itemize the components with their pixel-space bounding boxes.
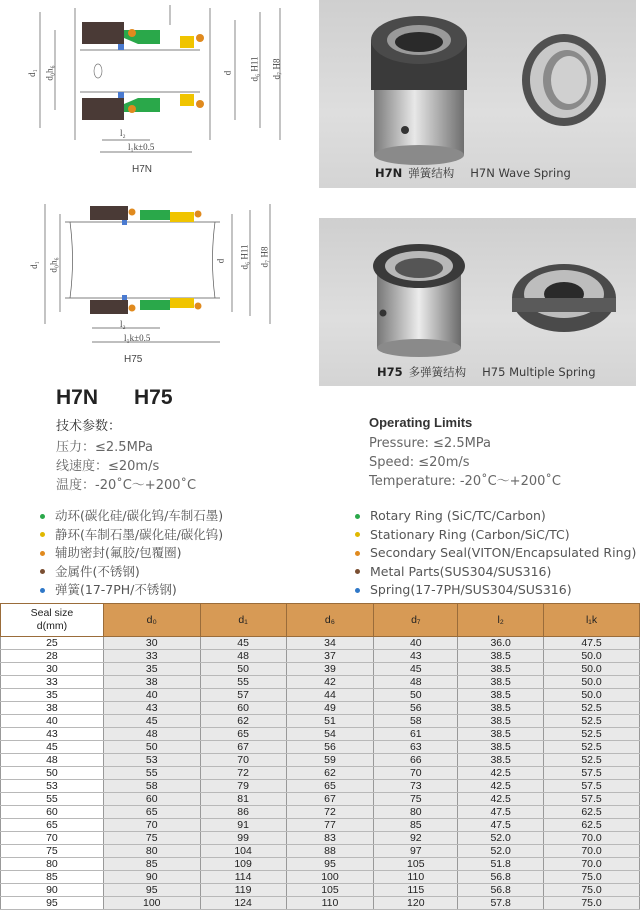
seal-size-cell: 48	[1, 754, 104, 767]
table-cell: 56.8	[458, 871, 544, 884]
table-cell: 79	[200, 780, 286, 793]
h75-label-d6: d₆ H11	[239, 244, 250, 270]
limits-cn-pressure: 压力：≤2.5MPa	[56, 440, 154, 455]
table-row	[1, 741, 640, 754]
limits-en-temperature: Temperature: -20˚C～+200˚C	[369, 474, 561, 489]
h7n-photo	[319, 0, 636, 188]
material-en-item	[355, 526, 636, 545]
table-cell: 48	[200, 650, 286, 663]
seal-size-cell: 70	[1, 832, 104, 845]
table-row	[1, 858, 640, 871]
table-cell: 58	[103, 780, 200, 793]
table-cell: 48	[103, 728, 200, 741]
table-cell: 57.5	[544, 767, 640, 780]
table-row	[1, 806, 640, 819]
table-cell: 52.0	[458, 832, 544, 845]
table-cell: 70.0	[544, 858, 640, 871]
h7n-label-l2: l₂	[120, 128, 126, 138]
table-cell: 52.5	[544, 741, 640, 754]
table-cell: 36.0	[458, 637, 544, 650]
header-seal-size-line1: Seal size	[30, 607, 74, 619]
table-cell: 105	[374, 858, 458, 871]
table-cell: 38.5	[458, 663, 544, 676]
table-cell: 70	[200, 754, 286, 767]
h75-photo	[319, 218, 636, 386]
table-cell: 65	[103, 806, 200, 819]
material-en-label: Metal Parts(SUS304/SUS316)	[370, 563, 552, 579]
table-cell: 110	[374, 871, 458, 884]
h75-label-l2: l₂	[120, 319, 126, 329]
material-en-label: Spring(17-7PH/SUS304/SUS316)	[370, 582, 572, 597]
table-cell: 42.5	[458, 793, 544, 806]
rotary-ring-dot-icon	[40, 514, 45, 519]
table-row	[1, 767, 640, 780]
header-l2: l₂	[458, 604, 544, 637]
h7n-label-d7: d₇ H8	[271, 58, 282, 80]
h75-label-l1k: l₁k±0.5	[124, 333, 151, 343]
spec-table	[0, 603, 640, 910]
metal-parts-dot-icon	[40, 569, 45, 574]
table-row	[1, 871, 640, 884]
secondary-seal-dot-icon	[40, 551, 45, 556]
material-en-label: Stationary Ring (Carbon/SiC/TC)	[370, 526, 570, 542]
h7n-caption-en: H7N Wave Spring	[470, 166, 571, 180]
table-cell: 60	[103, 793, 200, 806]
table-cell: 51	[286, 715, 374, 728]
h7n-drawing	[20, 0, 310, 185]
material-cn-label: 静环(车制石墨/碳化硅/碳化钨)	[55, 526, 224, 542]
header-d1: d₁	[200, 604, 286, 637]
table-cell: 42	[286, 676, 374, 689]
table-cell: 47.5	[458, 806, 544, 819]
material-en-item	[355, 581, 636, 600]
table-cell: 40	[103, 689, 200, 702]
seal-size-cell: 55	[1, 793, 104, 806]
header-seal-size-line2: d(mm)	[36, 620, 68, 632]
h75-product-image	[319, 218, 636, 386]
h75-label-d: d	[215, 258, 226, 264]
table-cell: 50.0	[544, 663, 640, 676]
seal-size-cell: 33	[1, 676, 104, 689]
header-seal-size	[1, 604, 104, 637]
table-cell: 34	[286, 637, 374, 650]
table-cell: 48	[374, 676, 458, 689]
table-cell: 38.5	[458, 702, 544, 715]
table-cell: 56	[374, 702, 458, 715]
table-row	[1, 637, 640, 650]
table-cell: 50.0	[544, 689, 640, 702]
table-cell: 75	[374, 793, 458, 806]
table-cell: 47.5	[458, 819, 544, 832]
table-cell: 109	[200, 858, 286, 871]
h75-seal-diagram	[20, 200, 310, 380]
table-row	[1, 845, 640, 858]
table-cell: 104	[200, 845, 286, 858]
table-cell: 43	[374, 650, 458, 663]
table-cell: 77	[286, 819, 374, 832]
table-cell: 61	[374, 728, 458, 741]
table-cell: 72	[200, 767, 286, 780]
table-cell: 63	[374, 741, 458, 754]
table-cell: 60	[200, 702, 286, 715]
table-cell: 50	[200, 663, 286, 676]
table-row	[1, 676, 640, 689]
table-cell: 70.0	[544, 832, 640, 845]
material-en-item	[355, 544, 636, 563]
stationary-ring-dot-icon	[355, 532, 360, 537]
table-cell: 120	[374, 897, 458, 910]
table-cell: 42.5	[458, 767, 544, 780]
table-cell: 42.5	[458, 780, 544, 793]
seal-size-cell: 30	[1, 663, 104, 676]
table-cell: 99	[200, 832, 286, 845]
table-cell: 83	[286, 832, 374, 845]
h7n-label-d1: d₁	[26, 69, 37, 77]
table-cell: 52.5	[544, 754, 640, 767]
table-cell: 33	[103, 650, 200, 663]
table-cell: 119	[200, 884, 286, 897]
table-cell: 75	[103, 832, 200, 845]
table-cell: 52.5	[544, 728, 640, 741]
limits-en-speed: Speed: ≤20m/s	[369, 455, 470, 470]
table-cell: 52.5	[544, 715, 640, 728]
h75-drawing-name: H75	[124, 354, 143, 365]
table-cell: 45	[374, 663, 458, 676]
metal-parts-dot-icon	[355, 569, 360, 574]
table-cell: 88	[286, 845, 374, 858]
material-cn-item	[40, 507, 223, 526]
table-cell: 56.8	[458, 884, 544, 897]
seal-size-cell: 25	[1, 637, 104, 650]
h75-label-d0: d₀h₆	[48, 257, 59, 273]
table-cell: 57.5	[544, 780, 640, 793]
limits-en-pressure: Pressure: ≤2.5MPa	[369, 436, 492, 451]
seal-size-cell: 50	[1, 767, 104, 780]
seal-size-cell: 95	[1, 897, 104, 910]
spec-table-header	[1, 604, 640, 637]
table-cell: 80	[374, 806, 458, 819]
table-cell: 50.0	[544, 650, 640, 663]
material-en-label: Rotary Ring (SiC/TC/Carbon)	[370, 508, 546, 523]
table-cell: 55	[103, 767, 200, 780]
seal-size-cell: 35	[1, 689, 104, 702]
h7n-label-d0: d₀h₆	[44, 65, 55, 81]
seal-size-cell: 38	[1, 702, 104, 715]
table-cell: 51.8	[458, 858, 544, 871]
table-row	[1, 884, 640, 897]
table-row	[1, 702, 640, 715]
limits-cn-speed: 线速度：≤20m/s	[56, 459, 160, 474]
table-cell: 70.0	[544, 845, 640, 858]
table-cell: 38.5	[458, 650, 544, 663]
seal-size-cell: 28	[1, 650, 104, 663]
seal-size-cell: 43	[1, 728, 104, 741]
table-cell: 70	[103, 819, 200, 832]
table-row	[1, 754, 640, 767]
table-cell: 92	[374, 832, 458, 845]
table-cell: 100	[286, 871, 374, 884]
material-cn-item	[40, 526, 223, 545]
h7n-caption-cn: 弹簧结构	[408, 166, 455, 180]
table-cell: 49	[286, 702, 374, 715]
h75-label-d1: d₁	[28, 261, 39, 269]
h75-drawing	[20, 200, 310, 380]
table-cell: 44	[286, 689, 374, 702]
limits-cn-heading: 技术参数：	[56, 419, 122, 434]
seal-size-cell: 65	[1, 819, 104, 832]
limits-en	[369, 415, 561, 491]
table-cell: 47.5	[544, 637, 640, 650]
table-cell: 57.5	[544, 793, 640, 806]
seal-size-cell: 75	[1, 845, 104, 858]
table-cell: 115	[374, 884, 458, 897]
seal-size-cell: 40	[1, 715, 104, 728]
table-cell: 75.0	[544, 871, 640, 884]
secondary-seal-dot-icon	[355, 551, 360, 556]
h75-label-d7: d₇ H8	[259, 246, 270, 268]
h75-caption	[377, 364, 596, 380]
table-row	[1, 650, 640, 663]
table-cell: 95	[286, 858, 374, 871]
table-cell: 30	[103, 637, 200, 650]
table-cell: 90	[103, 871, 200, 884]
table-cell: 67	[286, 793, 374, 806]
materials-en	[355, 507, 636, 600]
table-cell: 66	[374, 754, 458, 767]
h7n-drawing-name: H7N	[132, 164, 153, 175]
material-cn-label: 金属件(不锈钢)	[55, 563, 140, 579]
table-cell: 55	[200, 676, 286, 689]
table-cell: 70	[374, 767, 458, 780]
h7n-product-image	[319, 0, 636, 188]
table-cell: 58	[374, 715, 458, 728]
table-cell: 91	[200, 819, 286, 832]
spring-dot-icon	[355, 588, 360, 593]
stationary-ring-dot-icon	[40, 532, 45, 537]
header-d0: d₀	[103, 604, 200, 637]
table-cell: 38.5	[458, 754, 544, 767]
table-cell: 53	[103, 754, 200, 767]
h75-caption-en: H75 Multiple Spring	[482, 365, 596, 379]
h7n-caption-model: H7N	[375, 166, 403, 180]
table-cell: 124	[200, 897, 286, 910]
header-l1k: l₁k	[544, 604, 640, 637]
h7n-label-d: d	[222, 70, 233, 76]
material-cn-item	[40, 544, 223, 563]
table-cell: 95	[103, 884, 200, 897]
table-cell: 62	[286, 767, 374, 780]
table-cell: 110	[286, 897, 374, 910]
table-cell: 97	[374, 845, 458, 858]
limits-cn-temperature: 温度：-20˚C～+200˚C	[56, 478, 197, 493]
table-cell: 43	[103, 702, 200, 715]
table-row	[1, 663, 640, 676]
table-cell: 85	[374, 819, 458, 832]
material-en-label: Secondary Seal(VITON/Encapsulated Ring)	[370, 545, 637, 560]
table-row	[1, 715, 640, 728]
table-cell: 59	[286, 754, 374, 767]
table-cell: 80	[103, 845, 200, 858]
model-h7n: H7N	[56, 386, 99, 409]
table-cell: 38.5	[458, 676, 544, 689]
table-cell: 37	[286, 650, 374, 663]
table-cell: 38	[103, 676, 200, 689]
table-cell: 105	[286, 884, 374, 897]
table-row	[1, 819, 640, 832]
table-cell: 52.0	[458, 845, 544, 858]
h75-caption-model: H75	[377, 365, 403, 379]
table-cell: 86	[200, 806, 286, 819]
rotary-ring-dot-icon	[355, 514, 360, 519]
table-row	[1, 832, 640, 845]
table-cell: 75.0	[544, 897, 640, 910]
table-cell: 75.0	[544, 884, 640, 897]
h7n-caption	[375, 165, 571, 181]
seal-size-cell: 45	[1, 741, 104, 754]
table-cell: 57.8	[458, 897, 544, 910]
table-cell: 62.5	[544, 806, 640, 819]
table-cell: 50	[374, 689, 458, 702]
table-cell: 56	[286, 741, 374, 754]
table-cell: 85	[103, 858, 200, 871]
model-h75: H75	[134, 386, 173, 409]
header-d7: d₇	[374, 604, 458, 637]
table-cell: 38.5	[458, 715, 544, 728]
material-cn-item	[40, 563, 223, 582]
table-row	[1, 689, 640, 702]
table-cell: 62	[200, 715, 286, 728]
material-cn-label: 弹簧(17-7PH/不锈钢)	[55, 582, 177, 597]
table-row	[1, 780, 640, 793]
spring-dot-icon	[40, 588, 45, 593]
limits-en-heading: Operating Limits	[369, 415, 473, 430]
table-cell: 54	[286, 728, 374, 741]
material-cn-label: 辅助密封(氟胶/包覆圈)	[55, 545, 182, 560]
table-cell: 40	[374, 637, 458, 650]
table-cell: 52.5	[544, 702, 640, 715]
h7n-label-d6: d₆ H11	[249, 56, 260, 82]
table-cell: 45	[103, 715, 200, 728]
table-cell: 50	[103, 741, 200, 754]
material-en-item	[355, 563, 636, 582]
h7n-label-l1k: l₁k±0.5	[128, 142, 155, 152]
table-row	[1, 793, 640, 806]
table-cell: 67	[200, 741, 286, 754]
limits-cn	[56, 415, 196, 495]
h7n-seal-diagram	[20, 0, 310, 185]
material-cn-item	[40, 581, 223, 600]
material-en-item	[355, 507, 636, 526]
header-d6: d₆	[286, 604, 374, 637]
table-cell: 100	[103, 897, 200, 910]
table-cell: 72	[286, 806, 374, 819]
table-cell: 57	[200, 689, 286, 702]
table-cell: 65	[286, 780, 374, 793]
table-cell: 81	[200, 793, 286, 806]
h75-caption-cn: 多弹簧结构	[408, 365, 467, 379]
table-cell: 35	[103, 663, 200, 676]
table-cell: 62.5	[544, 819, 640, 832]
table-cell: 50.0	[544, 676, 640, 689]
model-title	[56, 386, 209, 410]
table-cell: 114	[200, 871, 286, 884]
seal-size-cell: 85	[1, 871, 104, 884]
table-cell: 38.5	[458, 728, 544, 741]
table-cell: 39	[286, 663, 374, 676]
table-row	[1, 728, 640, 741]
seal-size-cell: 60	[1, 806, 104, 819]
seal-size-cell: 53	[1, 780, 104, 793]
table-cell: 73	[374, 780, 458, 793]
table-cell: 65	[200, 728, 286, 741]
material-cn-label: 动环(碳化硅/碳化钨/车制石墨)	[55, 508, 224, 523]
table-cell: 45	[200, 637, 286, 650]
spec-table-body	[1, 637, 640, 910]
table-cell: 38.5	[458, 689, 544, 702]
seal-size-cell: 80	[1, 858, 104, 871]
table-cell: 38.5	[458, 741, 544, 754]
table-row	[1, 897, 640, 910]
materials-cn	[40, 507, 223, 600]
seal-size-cell: 90	[1, 884, 104, 897]
